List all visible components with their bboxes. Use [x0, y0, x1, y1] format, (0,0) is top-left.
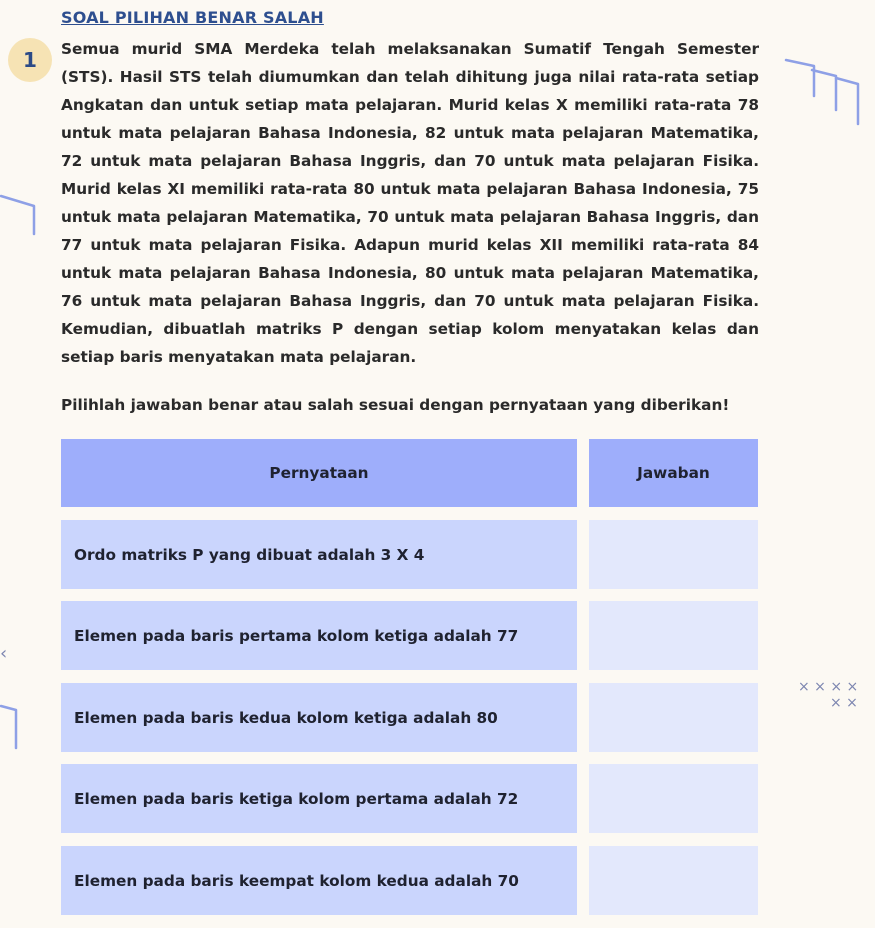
cross-pattern-row-1: × × × ×	[798, 679, 859, 695]
answer-cell-4[interactable]	[589, 764, 758, 833]
table-row-statement-4: Elemen pada baris ketiga kolom pertama adalah 72	[61, 764, 577, 833]
answer-cell-2[interactable]	[589, 601, 758, 670]
answer-cell-5[interactable]	[589, 846, 758, 915]
table-row-statement-3: Elemen pada baris kedua kolom ketiga adalah 80	[61, 683, 577, 752]
instruction-text: Pilihlah jawaban benar atau salah sesuai dengan pernyataan yang diberikan!	[61, 396, 730, 414]
cross-pattern-row-2: × ×	[830, 695, 858, 711]
table-header-answer: Jawaban	[589, 439, 758, 507]
step-line-decoration-bottom-left	[0, 698, 22, 750]
table-row-statement-5: Elemen pada baris keempat kolom kedua adalah 70	[61, 846, 577, 915]
answer-cell-1[interactable]	[589, 520, 758, 589]
page-title: SOAL PILIHAN BENAR SALAH	[61, 8, 324, 27]
answer-cell-3[interactable]	[589, 683, 758, 752]
chevron-left-icon: ‹	[0, 643, 8, 664]
question-text: Semua murid SMA Merdeka telah melaksanakan Sumatif Tengah Semester (STS). Hasil STS telah diumumkan dan telah dihitung juga nilai rata-rata setiap Angkatan dan untuk setiap mata pelajaran. Murid kelas X memiliki rata-rata 78 untuk mata pelajaran Bahasa Indonesia, 82 untuk mata pelajaran Matematika, 72 untuk mata pelajaran Bahasa Inggris, dan 70 untuk mata pelajaran Fisika. Murid kelas XI memiliki rata-rata 80 untuk mata pelajaran Bahasa Indonesia, 75 untuk mata pelajaran Matematika, 70 untuk mata pelajaran Bahasa Inggris, dan 77 untuk mata pelajaran Fisika. Adapun murid kelas XII memiliki rata-rata 84 untuk mata pelajaran Bahasa Indonesia, 80 untuk mata pelajaran Matematika, 76 untuk mata pelajaran Bahasa Inggris, dan 70 untuk mata pelajaran Fisika. Kemudian, dibuatlah matriks P dengan setiap kolom menyatakan kelas dan setiap baris menyatakan mata pelajaran.	[61, 40, 759, 366]
step-line-decoration-top-right	[784, 56, 875, 128]
question-number-badge: 1	[8, 38, 52, 82]
table-header-statement: Pernyataan	[61, 439, 577, 507]
table-row-statement-1: Ordo matriks P yang dibuat adalah 3 X 4	[61, 520, 577, 589]
table-row-statement-2: Elemen pada baris pertama kolom ketiga adalah 77	[61, 601, 577, 670]
step-line-decoration-left	[0, 190, 40, 236]
